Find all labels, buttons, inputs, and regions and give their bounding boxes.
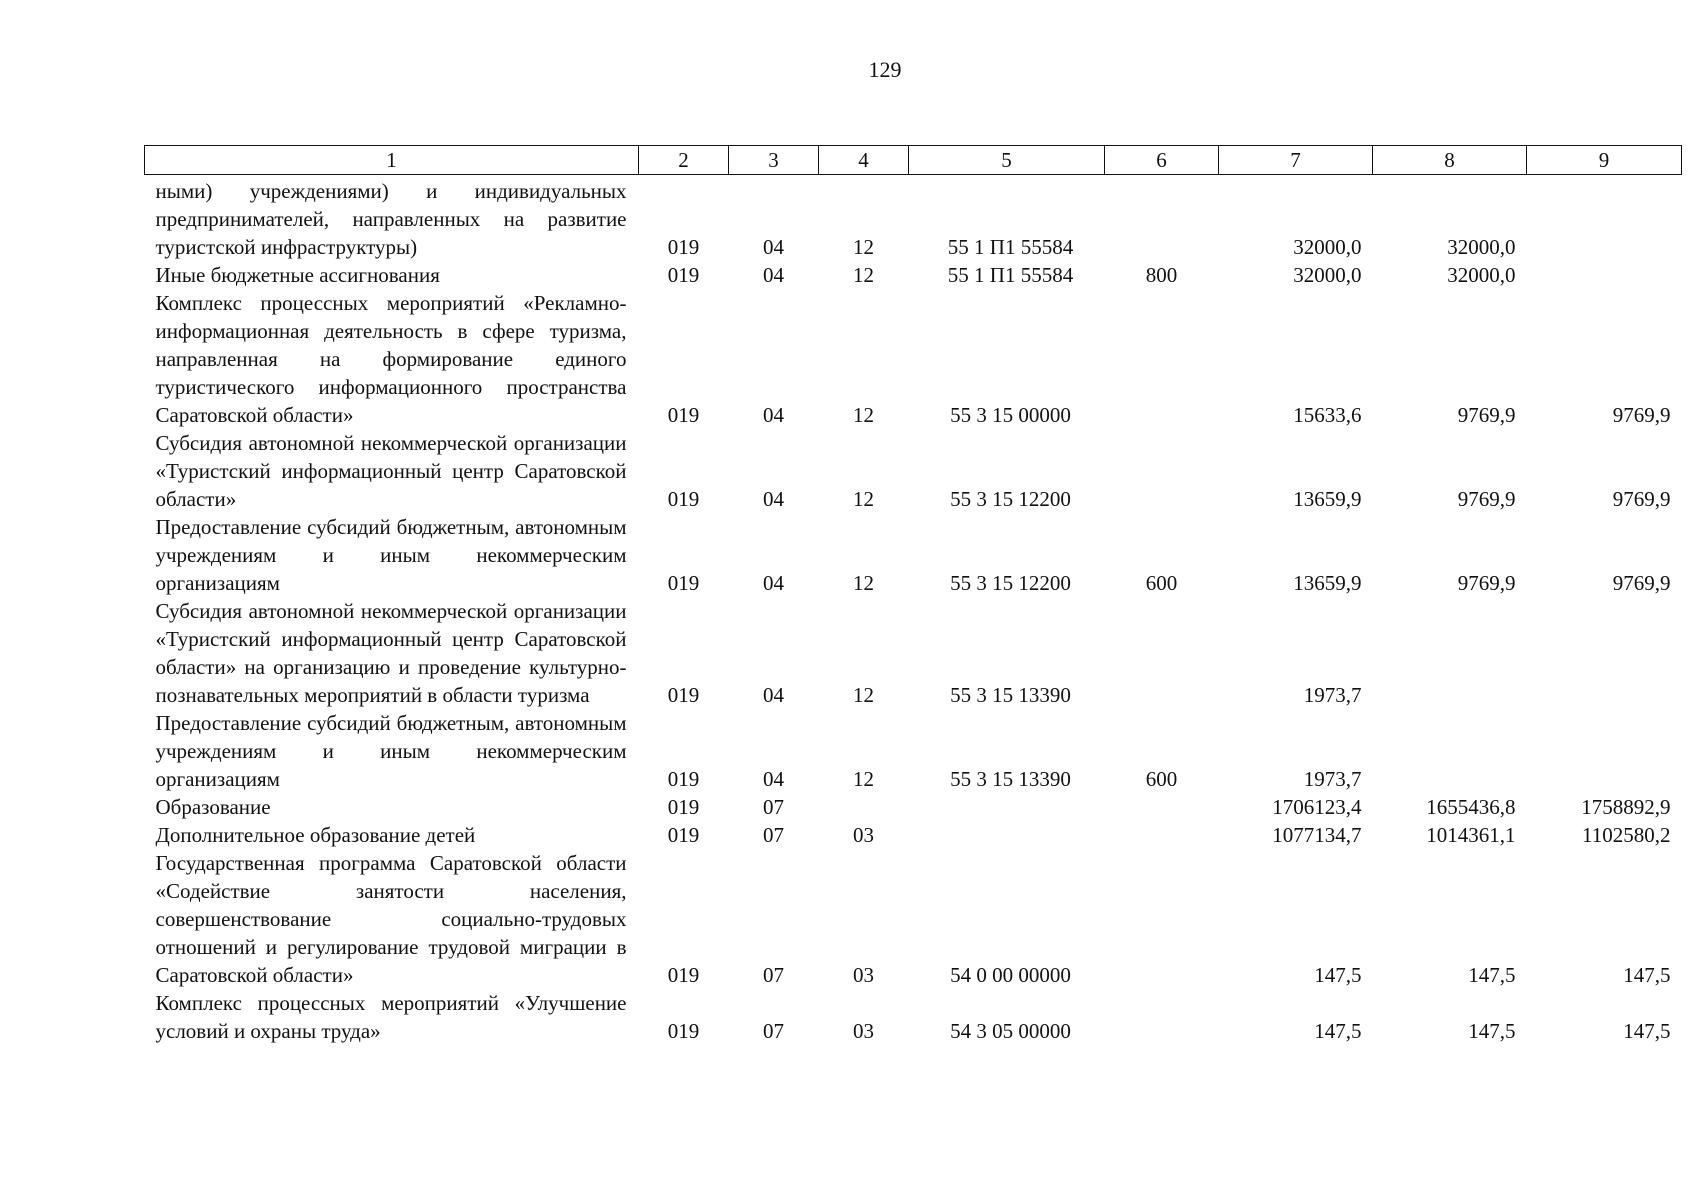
subsection-code-cell: 12 [853,767,874,791]
amount-cell [1527,597,1682,709]
subsection-code-cell: 03 [853,1019,874,1043]
subsection-code-cell: 12 [853,571,874,595]
header-cell: 5 [909,146,1105,175]
expense-type-cell [1105,989,1219,1045]
amount-cell: 13659,9 [1293,571,1362,595]
row-name-cell: Образование [155,795,271,819]
table-row [145,289,1682,429]
header-cell: 7 [1219,146,1373,175]
expense-type-cell: 800 [1145,263,1178,287]
expense-type-cell [1105,429,1219,513]
target-article-cell [909,821,1105,849]
amount-cell: 32000,0 [1293,263,1362,287]
row-name-cell: Комплекс процессных мероприятий «Улучшение условий и охраны труда» [155,991,627,1043]
row-name-cell: Предоставление субсидий бюджетным, автономным учреждениям и иным некоммерческим организациям [155,711,627,791]
table-body [145,175,1682,1046]
header-row [145,146,1682,175]
expense-type-cell: 600 [1145,767,1178,791]
row-name-cell: Субсидия автономной некоммерческой организации «Туристский информационный центр Саратовской области» на организацию и проведение культурно-познавательных мероприятий в области туризма [155,599,627,707]
amount-cell: 1973,7 [1303,767,1362,791]
target-article-cell: 55 3 15 12200 [950,571,1071,595]
admin-code-cell: 019 [667,1019,700,1043]
amount-cell: 147,5 [1314,963,1362,987]
table-row [145,429,1682,513]
table-row [145,709,1682,793]
expense-type-cell [1105,175,1219,262]
target-article-cell: 55 3 15 12200 [950,487,1071,511]
row-name-cell: Государственная программа Саратовской области «Содействие занятости населения, совершенствование социально-трудовых отношений и регулирование трудовой миграции в Саратовской области» [155,851,627,987]
amount-cell: 15633,6 [1293,403,1362,427]
row-name-cell: Комплекс процессных мероприятий «Рекламно-информационная деятельность в сфере туризма, направленная на формирование единого туристического информационного пространства Саратовской области» [155,291,627,427]
expense-type-cell [1105,793,1219,821]
amount-cell: 9769,9 [1457,487,1516,511]
target-article-cell: 55 3 15 00000 [950,403,1071,427]
admin-code-cell: 019 [667,571,700,595]
amount-cell: 32000,0 [1447,263,1516,287]
amount-cell: 9769,9 [1612,571,1671,595]
table-row [145,793,1682,821]
row-name-cell: Дополнительное образование детей [155,823,476,847]
admin-code-cell: 019 [667,487,700,511]
amount-cell: 147,5 [1623,963,1671,987]
page-number: 129 [868,57,902,82]
header-cell: 1 [145,146,639,175]
budget-table [144,145,1682,1045]
subsection-code-cell: 03 [853,963,874,987]
section-code-cell: 07 [763,823,784,847]
admin-code-cell: 019 [667,263,700,287]
amount-cell: 1758892,9 [1581,795,1671,819]
subsection-code-cell: 12 [853,683,874,707]
admin-code-cell: 019 [667,823,700,847]
amount-cell: 13659,9 [1293,487,1362,511]
expense-type-cell: 600 [1145,571,1178,595]
target-article-cell: 55 3 15 13390 [950,683,1071,707]
amount-cell: 1973,7 [1303,683,1362,707]
header-cell: 3 [729,146,819,175]
subsection-code-cell: 03 [853,823,874,847]
row-name-cell: Иные бюджетные ассигнования [155,263,440,287]
amount-cell: 9769,9 [1457,403,1516,427]
amount-cell [1527,261,1682,289]
amount-cell: 147,5 [1623,1019,1671,1043]
table-row [145,989,1682,1045]
row-name-cell: Предоставление субсидий бюджетным, автономным учреждениям и иным некоммерческим организациям [155,515,627,595]
amount-cell: 9769,9 [1612,403,1671,427]
amount-cell: 147,5 [1314,1019,1362,1043]
amount-cell: 147,5 [1468,1019,1516,1043]
target-article-cell: 55 1 П1 55584 [947,235,1074,259]
section-code-cell: 04 [763,683,784,707]
amount-cell [1373,709,1527,793]
header-cell: 2 [639,146,729,175]
table-row [145,175,1682,262]
section-code-cell: 07 [763,963,784,987]
admin-code-cell: 019 [667,683,700,707]
subsection-code-cell: 12 [853,263,874,287]
expense-type-cell [1105,821,1219,849]
subsection-code-cell [819,793,909,821]
table-row [145,821,1682,849]
header-cell: 4 [819,146,909,175]
target-article-cell [909,793,1105,821]
amount-cell: 9769,9 [1457,571,1516,595]
section-code-cell: 04 [763,767,784,791]
amount-cell: 1077134,7 [1272,823,1362,847]
amount-cell [1527,175,1682,262]
amount-cell: 32000,0 [1447,235,1516,259]
target-article-cell: 54 0 00 00000 [950,963,1071,987]
table-row [145,513,1682,597]
section-code-cell: 04 [763,263,784,287]
admin-code-cell: 019 [667,235,700,259]
admin-code-cell: 019 [667,767,700,791]
subsection-code-cell: 12 [853,235,874,259]
amount-cell [1373,597,1527,709]
section-code-cell: 04 [763,487,784,511]
amount-cell: 1102580,2 [1582,823,1671,847]
admin-code-cell: 019 [667,963,700,987]
section-code-cell: 04 [763,235,784,259]
header-cell: 8 [1373,146,1527,175]
subsection-code-cell: 12 [853,487,874,511]
amount-cell: 1655436,8 [1426,795,1516,819]
target-article-cell: 54 3 05 00000 [950,1019,1071,1043]
amount-cell: 32000,0 [1293,235,1362,259]
table-row [145,849,1682,989]
header-cell: 9 [1527,146,1682,175]
section-code-cell: 07 [763,795,784,819]
expense-type-cell [1105,597,1219,709]
header-cell: 6 [1105,146,1219,175]
section-code-cell: 07 [763,1019,784,1043]
amount-cell: 1706123,4 [1272,795,1362,819]
section-code-cell: 04 [763,571,784,595]
amount-cell: 147,5 [1468,963,1516,987]
amount-cell: 1014361,1 [1426,823,1516,847]
amount-cell: 9769,9 [1612,487,1671,511]
section-code-cell: 04 [763,403,784,427]
expense-type-cell [1105,289,1219,429]
row-name-cell: Субсидия автономной некоммерческой организации «Туристский информационный центр Саратовской области» [155,431,627,511]
row-name-cell: ными) учреждениями) и индивидуальных предпринимателей, направленных на развитие туристской инфраструктуры) [155,179,627,259]
expense-type-cell [1105,849,1219,989]
table-row [145,597,1682,709]
target-article-cell: 55 1 П1 55584 [947,263,1074,287]
admin-code-cell: 019 [667,795,700,819]
amount-cell [1527,709,1682,793]
target-article-cell: 55 3 15 13390 [950,767,1071,791]
subsection-code-cell: 12 [853,403,874,427]
table-row [145,261,1682,289]
admin-code-cell: 019 [667,403,700,427]
